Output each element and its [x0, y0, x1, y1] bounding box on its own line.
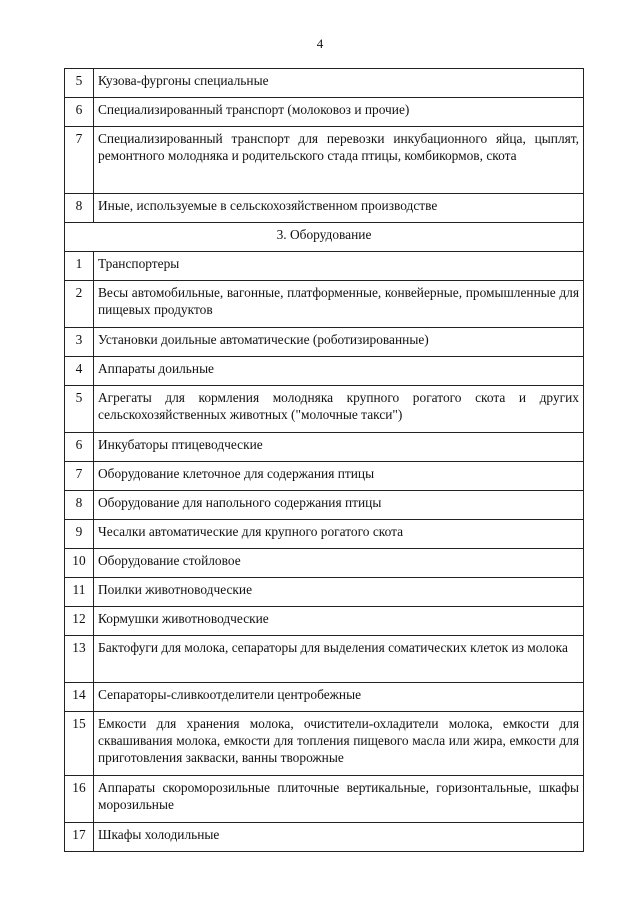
row-text: Шкафы холодильные: [94, 823, 584, 852]
table-row: [65, 252, 584, 281]
row-text: Иные, используемые в сельскохозяйственном производстве: [94, 194, 584, 223]
row-number: 3: [65, 328, 94, 357]
row-number: 9: [65, 520, 94, 549]
row-text: Кормушки животноводческие: [94, 607, 584, 636]
row-number: 2: [65, 281, 94, 328]
row-number: 13: [65, 636, 94, 683]
equipment-table: [64, 68, 584, 852]
row-text: Аппараты скороморозильные плиточные вертикальные, горизонтальные, шкафы морозильные: [94, 776, 584, 823]
row-number: 14: [65, 683, 94, 712]
row-text: Транспортеры: [94, 252, 584, 281]
row-text: Агрегаты для кормления молодняка крупного рогатого скота и других сельскохозяйственных животных ("молочные такси"): [94, 386, 584, 433]
row-text: Оборудование стойловое: [94, 549, 584, 578]
table-row: [65, 578, 584, 607]
row-number: 11: [65, 578, 94, 607]
row-number: 15: [65, 712, 94, 776]
section-heading-row: [65, 223, 584, 252]
row-number: 7: [65, 127, 94, 194]
row-text: Специализированный транспорт для перевозки инкубационного яйца, цыплят, ремонтного молодняка и родительского стада птицы, комбикормов, скота: [94, 127, 584, 194]
section-heading: 3. Оборудование: [65, 223, 584, 252]
row-text: Инкубаторы птицеводческие: [94, 433, 584, 462]
table-row: [65, 357, 584, 386]
table-row: [65, 607, 584, 636]
row-number: 8: [65, 491, 94, 520]
table-row: [65, 328, 584, 357]
row-text: Кузова-фургоны специальные: [94, 69, 584, 98]
table-row: [65, 776, 584, 823]
row-text: Сепараторы-сливкоотделители центробежные: [94, 683, 584, 712]
row-number: 4: [65, 357, 94, 386]
row-text: Бактофуги для молока, сепараторы для выделения соматических клеток из молока: [94, 636, 584, 683]
row-text: Чесалки автоматические для крупного рогатого скота: [94, 520, 584, 549]
table-row: [65, 683, 584, 712]
table-row: [65, 386, 584, 433]
row-number: 12: [65, 607, 94, 636]
table-row: [65, 98, 584, 127]
table-row: [65, 520, 584, 549]
row-number: 1: [65, 252, 94, 281]
table-row: [65, 433, 584, 462]
row-text: Специализированный транспорт (молоковоз и прочие): [94, 98, 584, 127]
row-number: 5: [65, 69, 94, 98]
row-text: Весы автомобильные, вагонные, платформенные, конвейерные, промышленные для пищевых продуктов: [94, 281, 584, 328]
row-text: Аппараты доильные: [94, 357, 584, 386]
table-row: [65, 491, 584, 520]
row-number: 6: [65, 98, 94, 127]
row-text: Оборудование клеточное для содержания птицы: [94, 462, 584, 491]
table-row: [65, 462, 584, 491]
row-text: Оборудование для напольного содержания птицы: [94, 491, 584, 520]
table-row: [65, 712, 584, 776]
row-text: Поилки животноводческие: [94, 578, 584, 607]
row-number: 17: [65, 823, 94, 852]
row-number: 16: [65, 776, 94, 823]
page-number: 4: [316, 36, 324, 51]
table-row: [65, 549, 584, 578]
row-text: Емкости для хранения молока, очистители-охладители молока, емкости для сквашивания молока, емкости для топления пищевого масла или жира, емкости для приготовления закваски, ванны творожные: [94, 712, 584, 776]
row-number: 10: [65, 549, 94, 578]
table-row: [65, 636, 584, 683]
table-row: [65, 69, 584, 98]
table-row: [65, 281, 584, 328]
table-row: [65, 194, 584, 223]
row-number: 7: [65, 462, 94, 491]
table-row: [65, 127, 584, 194]
row-number: 8: [65, 194, 94, 223]
row-number: 6: [65, 433, 94, 462]
row-number: 5: [65, 386, 94, 433]
table-row: [65, 823, 584, 852]
table-body: [65, 69, 584, 852]
row-text: Установки доильные автоматические (роботизированные): [94, 328, 584, 357]
